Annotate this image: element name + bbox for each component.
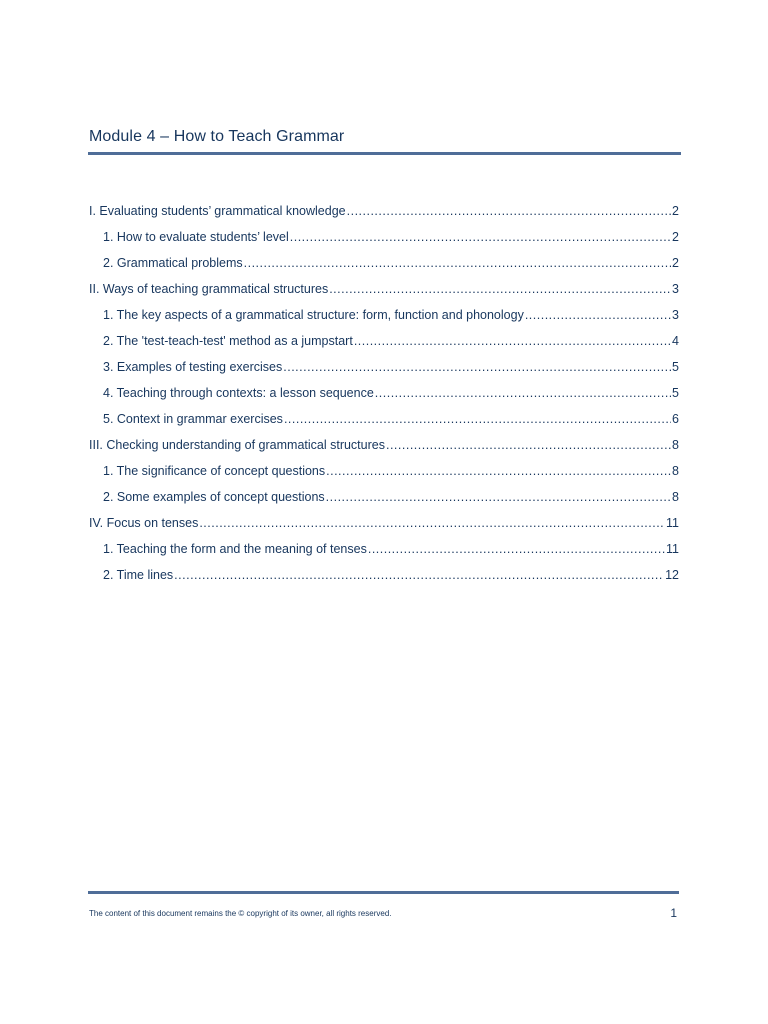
toc-dot-leader — [174, 568, 664, 582]
toc-dot-leader — [199, 516, 665, 530]
toc-dot-leader — [368, 542, 665, 556]
toc-dot-leader — [375, 386, 671, 400]
toc-entry[interactable] — [89, 386, 679, 412]
toc-entry-label: 2. Some examples of concept questions — [103, 490, 325, 504]
toc-entry[interactable] — [89, 412, 679, 438]
toc-entry[interactable] — [89, 438, 679, 464]
toc-entry-label: III. Checking understanding of grammatical structures — [89, 438, 385, 452]
toc-page-number: 3 — [672, 308, 679, 322]
toc-page-number: 4 — [672, 334, 679, 348]
toc-entry-label: 1. How to evaluate students’ level — [103, 230, 289, 244]
title-divider — [88, 152, 681, 155]
footer-divider — [88, 891, 679, 894]
page-title: Module 4 – How to Teach Grammar — [89, 128, 345, 145]
toc-entry[interactable] — [89, 204, 679, 230]
toc-entry[interactable] — [89, 334, 679, 360]
toc-page-number: 6 — [672, 412, 679, 426]
footer-copyright: The content of this document remains the © copyright of its owner, all rights reserved. — [89, 909, 392, 918]
toc-entry-label: 2. Grammatical problems — [103, 256, 243, 270]
table-of-contents — [89, 204, 679, 594]
toc-page-number: 5 — [672, 386, 679, 400]
toc-entry[interactable] — [89, 568, 679, 594]
toc-page-number: 5 — [672, 360, 679, 374]
toc-dot-leader — [386, 438, 671, 452]
toc-entry[interactable] — [89, 256, 679, 282]
toc-page-number: 3 — [672, 282, 679, 296]
toc-entry[interactable] — [89, 308, 679, 334]
toc-entry-label: 4. Teaching through contexts: a lesson sequence — [103, 386, 374, 400]
toc-dot-leader — [354, 334, 671, 348]
toc-entry-label: I. Evaluating students’ grammatical knowledge — [89, 204, 346, 218]
toc-dot-leader — [283, 360, 671, 374]
toc-entry[interactable] — [89, 490, 679, 516]
toc-entry[interactable] — [89, 230, 679, 256]
toc-page-number: 2 — [672, 256, 679, 270]
toc-dot-leader — [284, 412, 671, 426]
toc-dot-leader — [347, 204, 671, 218]
toc-dot-leader — [290, 230, 671, 244]
toc-entry-label: IV. Focus on tenses — [89, 516, 199, 530]
toc-dot-leader — [326, 464, 671, 478]
toc-entry[interactable] — [89, 360, 679, 386]
toc-page-number: 8 — [672, 438, 679, 452]
toc-entry[interactable] — [89, 464, 679, 490]
toc-page-number: 2 — [672, 230, 679, 244]
toc-page-number: 2 — [672, 204, 679, 218]
toc-entry-label: 3. Examples of testing exercises — [103, 360, 283, 374]
toc-entry[interactable] — [89, 542, 679, 568]
toc-entry[interactable] — [89, 282, 679, 308]
toc-dot-leader — [329, 282, 671, 296]
toc-entry-label: 1. The key aspects of a grammatical structure: form, function and phonology — [103, 308, 524, 322]
toc-page-number: 8 — [672, 464, 679, 478]
toc-dot-leader — [326, 490, 671, 504]
toc-dot-leader — [525, 308, 671, 322]
toc-page-number: 8 — [672, 490, 679, 504]
toc-entry-label: II. Ways of teaching grammatical structures — [89, 282, 329, 296]
toc-entry-label: 1. The significance of concept questions — [103, 464, 326, 478]
toc-entry-label: 5. Context in grammar exercises — [103, 412, 283, 426]
toc-dot-leader — [244, 256, 671, 270]
toc-page-number: 12 — [665, 568, 679, 582]
footer-page-number: 1 — [670, 906, 677, 920]
toc-entry-label: 2. Time lines — [103, 568, 174, 582]
toc-page-number: 11 — [666, 516, 679, 530]
toc-entry[interactable] — [89, 516, 679, 542]
toc-entry-label: 2. The 'test-teach-test' method as a jumpstart — [103, 334, 353, 348]
toc-entry-label: 1. Teaching the form and the meaning of tenses — [103, 542, 367, 556]
toc-page-number: 11 — [666, 542, 679, 556]
